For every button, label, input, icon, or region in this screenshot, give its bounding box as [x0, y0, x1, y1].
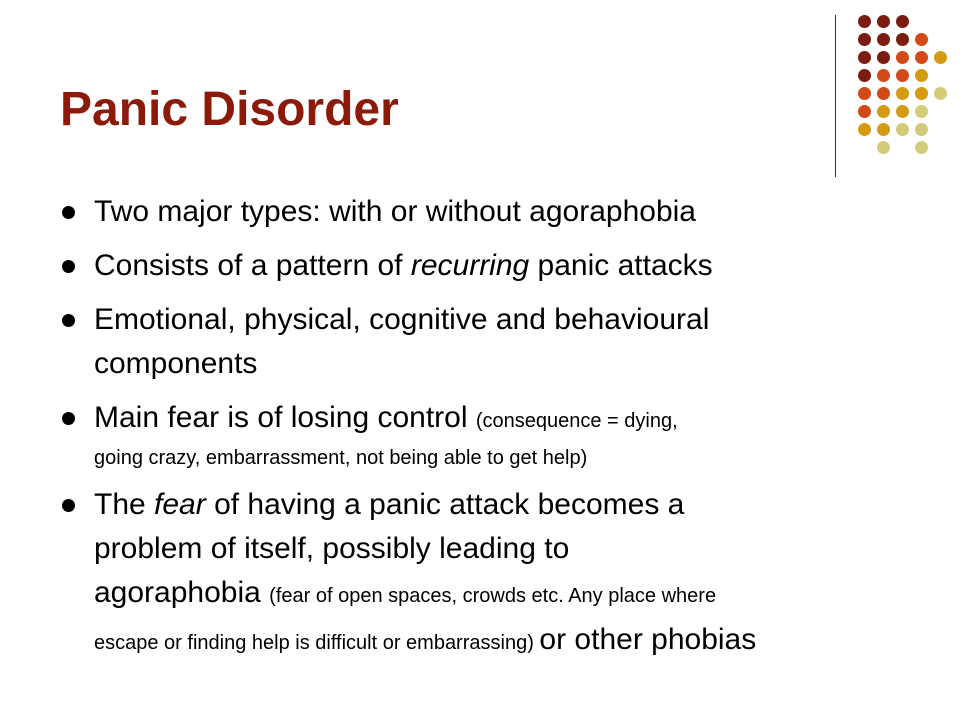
decorative-dot — [858, 87, 871, 100]
bullet-text-line: agoraphobia (fear of open spaces, crowds etc. Any place where — [94, 576, 717, 609]
bullet-text-line: escape or finding help is difficult or embarrassing) or other phobias — [94, 623, 757, 656]
decorative-dot — [877, 69, 890, 82]
decorative-dot — [858, 33, 871, 46]
bullet-item — [60, 298, 860, 386]
decorative-dot — [877, 141, 890, 154]
decorative-dot — [896, 105, 909, 118]
decorative-dot — [896, 87, 909, 100]
decorative-dot — [915, 123, 928, 136]
bullet-text-line: going crazy, embarrassment, not being able to get help) — [94, 447, 588, 469]
decorative-dot — [934, 87, 947, 100]
bullet-marker — [62, 314, 75, 327]
bullet-item — [60, 190, 860, 234]
bullet-item — [60, 396, 860, 473]
bullet-text-line: problem of itself, possibly leading to — [94, 532, 570, 565]
decorative-dot — [877, 51, 890, 64]
decorative-dot-grid — [848, 10, 948, 160]
bullet-marker — [62, 260, 75, 273]
bullet-text: Two major types: with or without agoraphobia — [94, 195, 696, 228]
bullet-text: Consists of a pattern of recurring panic attacks — [94, 249, 713, 282]
emphasis-text: recurring — [410, 249, 530, 282]
decorative-dot — [915, 69, 928, 82]
bullet-list — [60, 190, 860, 665]
decorative-dot — [896, 33, 909, 46]
decorative-dot — [915, 33, 928, 46]
decorative-dot — [858, 105, 871, 118]
bullet-text-line: The fear of having a panic attack becomes a — [94, 488, 685, 521]
decorative-dot — [877, 87, 890, 100]
bullet-marker — [62, 412, 75, 425]
bullet-text-line: components — [94, 347, 258, 380]
decorative-dot — [915, 51, 928, 64]
decorative-dot — [915, 87, 928, 100]
decorative-vertical-line — [835, 15, 836, 177]
bullet-item — [60, 244, 860, 288]
slide-title: Panic Disorder — [60, 83, 399, 136]
decorative-dot — [877, 105, 890, 118]
decorative-dot — [858, 69, 871, 82]
bullet-item — [60, 483, 860, 665]
bullet-text-line: Main fear is of losing control (consequence = dying, — [94, 401, 678, 434]
bullet-marker — [62, 499, 75, 512]
bullet-marker — [62, 206, 75, 219]
decorative-dot — [858, 123, 871, 136]
decorative-dot — [877, 33, 890, 46]
decorative-dot — [896, 69, 909, 82]
decorative-dot — [896, 123, 909, 136]
decorative-dot — [858, 51, 871, 64]
decorative-dot — [858, 15, 871, 28]
decorative-dot — [877, 15, 890, 28]
decorative-dot — [915, 141, 928, 154]
bullet-text-line: Emotional, physical, cognitive and behavioural — [94, 303, 710, 336]
decorative-dot — [896, 51, 909, 64]
decorative-dot — [934, 51, 947, 64]
decorative-dot — [877, 123, 890, 136]
decorative-dot — [896, 15, 909, 28]
emphasis-text: fear — [154, 488, 206, 521]
decorative-dot — [915, 105, 928, 118]
